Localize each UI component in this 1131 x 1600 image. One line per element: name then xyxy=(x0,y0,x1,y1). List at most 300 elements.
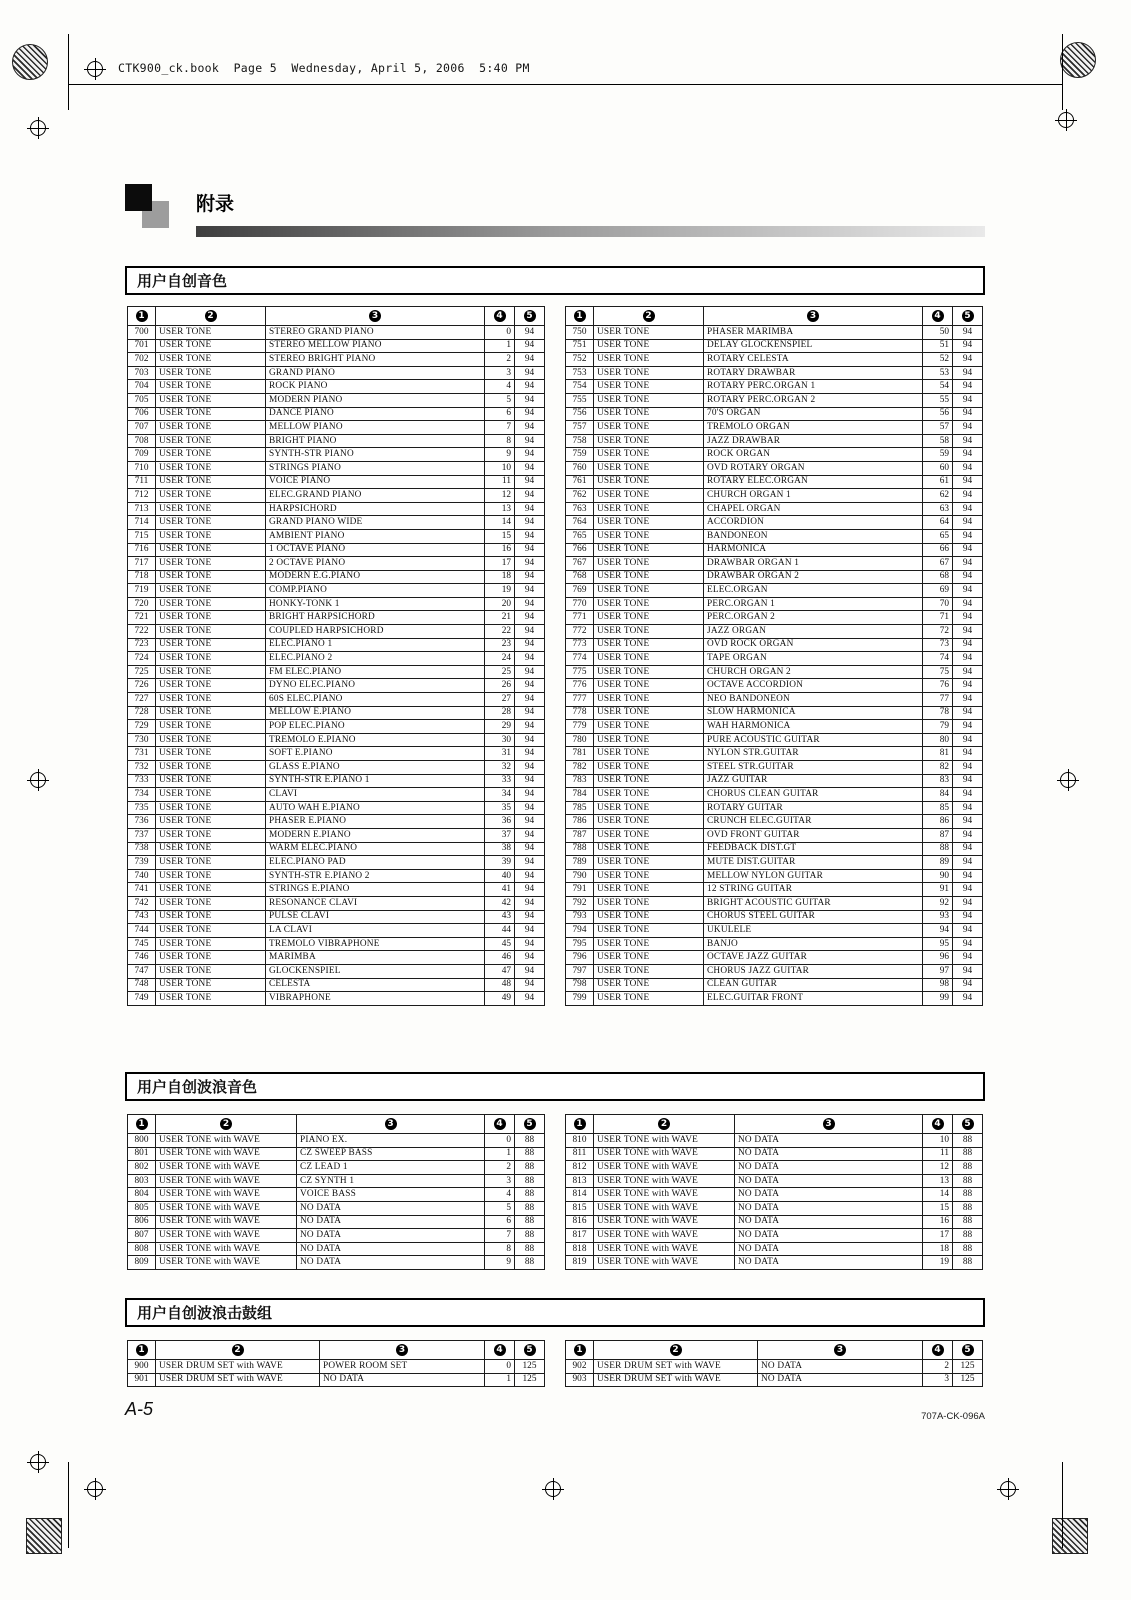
tone-number: 803 xyxy=(128,1174,156,1188)
table-row xyxy=(566,733,983,747)
tone-number: 774 xyxy=(566,652,594,666)
tone-type: USER TONE with WAVE xyxy=(594,1147,735,1161)
table-row xyxy=(128,1188,545,1202)
table-row xyxy=(128,625,545,639)
tone-number: 783 xyxy=(566,774,594,788)
col-header-name xyxy=(758,1341,923,1360)
tone-number: 780 xyxy=(566,733,594,747)
table-row xyxy=(128,584,545,598)
table-row xyxy=(128,706,545,720)
tone-name: ROTARY DRAWBAR xyxy=(704,366,923,380)
table-row xyxy=(566,1373,983,1387)
tone-type: USER TONE xyxy=(156,869,266,883)
bank-msb: 94 xyxy=(515,380,545,394)
bank-msb: 94 xyxy=(515,597,545,611)
tone-number: 751 xyxy=(566,339,594,353)
tone-number: 760 xyxy=(566,461,594,475)
program-number: 0 xyxy=(485,326,515,340)
circled-5-icon: 5 xyxy=(524,310,536,322)
bank-msb: 88 xyxy=(953,1229,983,1243)
program-number: 66 xyxy=(923,543,953,557)
program-number: 74 xyxy=(923,652,953,666)
tone-name: NO DATA xyxy=(735,1134,923,1148)
tone-type: USER TONE xyxy=(156,475,266,489)
circled-2-icon: 2 xyxy=(205,310,217,322)
bank-msb: 94 xyxy=(953,448,983,462)
program-number: 17 xyxy=(923,1229,953,1243)
col-header-name xyxy=(320,1341,485,1360)
tone-name: 60S ELEC.PIANO xyxy=(266,693,485,707)
tone-number: 761 xyxy=(566,475,594,489)
tone-type: USER TONE xyxy=(594,693,704,707)
tone-type: USER TONE xyxy=(156,516,266,530)
program-number: 38 xyxy=(485,842,515,856)
tone-number: 900 xyxy=(128,1360,156,1374)
bank-msb: 94 xyxy=(953,557,983,571)
program-number: 18 xyxy=(485,570,515,584)
bank-msb: 94 xyxy=(515,828,545,842)
table-row xyxy=(128,964,545,978)
program-number: 85 xyxy=(923,801,953,815)
bank-msb: 88 xyxy=(953,1147,983,1161)
bank-msb: 94 xyxy=(953,502,983,516)
tone-name: SLOW HARMONICA xyxy=(704,706,923,720)
tone-number: 710 xyxy=(128,461,156,475)
col-header-type xyxy=(156,1341,320,1360)
circled-4-icon: 4 xyxy=(494,1344,506,1356)
bank-msb: 94 xyxy=(515,761,545,775)
program-number: 64 xyxy=(923,516,953,530)
table-row xyxy=(128,951,545,965)
table-row xyxy=(128,693,545,707)
tone-number: 773 xyxy=(566,638,594,652)
col-header-type xyxy=(594,1115,735,1134)
tone-name: DRAWBAR ORGAN 1 xyxy=(704,557,923,571)
table-row xyxy=(128,570,545,584)
tone-type: USER TONE xyxy=(156,856,266,870)
bank-msb: 88 xyxy=(953,1161,983,1175)
tone-number: 792 xyxy=(566,896,594,910)
bank-msb: 94 xyxy=(515,570,545,584)
table-row xyxy=(128,679,545,693)
tone-type: USER DRUM SET with WAVE xyxy=(594,1373,758,1387)
table-row xyxy=(128,380,545,394)
registration-mark xyxy=(542,1478,564,1500)
tone-number: 702 xyxy=(128,353,156,367)
table-row xyxy=(128,502,545,516)
program-number: 34 xyxy=(485,788,515,802)
tone-name: OVD FRONT GUITAR xyxy=(704,828,923,842)
tone-type: USER TONE xyxy=(594,543,704,557)
col-header-program xyxy=(923,307,953,326)
tone-type: USER TONE xyxy=(594,326,704,340)
table-row xyxy=(128,883,545,897)
tone-type: USER TONE xyxy=(156,774,266,788)
user-wave-drum-tables xyxy=(127,1340,983,1387)
tone-number: 718 xyxy=(128,570,156,584)
circled-3-icon: 3 xyxy=(807,310,819,322)
table-row xyxy=(128,543,545,557)
registration-mark xyxy=(27,769,49,791)
tone-number: 815 xyxy=(566,1201,594,1215)
program-number: 50 xyxy=(923,326,953,340)
table-row xyxy=(128,638,545,652)
bank-msb: 88 xyxy=(515,1174,545,1188)
tone-type: USER TONE xyxy=(594,516,704,530)
tone-type: USER TONE xyxy=(594,353,704,367)
program-number: 32 xyxy=(485,761,515,775)
bank-msb: 94 xyxy=(953,339,983,353)
tone-type: USER TONE xyxy=(594,339,704,353)
program-number: 6 xyxy=(485,1215,515,1229)
program-number: 0 xyxy=(485,1134,515,1148)
table-row xyxy=(566,1215,983,1229)
bank-msb: 94 xyxy=(515,652,545,666)
table-row xyxy=(128,815,545,829)
tone-name: PERC.ORGAN 2 xyxy=(704,611,923,625)
tone-number: 748 xyxy=(128,978,156,992)
tone-number: 757 xyxy=(566,421,594,435)
tone-number: 749 xyxy=(128,992,156,1006)
bank-msb: 94 xyxy=(953,597,983,611)
tone-type: USER TONE xyxy=(156,625,266,639)
bank-msb: 94 xyxy=(953,638,983,652)
tone-type: USER TONE xyxy=(156,638,266,652)
table-row xyxy=(128,1201,545,1215)
tone-type: USER TONE xyxy=(156,326,266,340)
program-number: 46 xyxy=(485,951,515,965)
program-number: 53 xyxy=(923,366,953,380)
tone-name: VOICE PIANO xyxy=(266,475,485,489)
tone-number: 756 xyxy=(566,407,594,421)
circled-3-icon: 3 xyxy=(385,1118,397,1130)
tone-type: USER TONE xyxy=(594,461,704,475)
tone-number: 810 xyxy=(566,1134,594,1148)
tone-number: 763 xyxy=(566,502,594,516)
program-number: 4 xyxy=(485,1188,515,1202)
bank-msb: 94 xyxy=(515,856,545,870)
tone-name: ROTARY CELESTA xyxy=(704,353,923,367)
circled-5-icon: 5 xyxy=(962,1344,974,1356)
bank-msb: 94 xyxy=(953,856,983,870)
bank-msb: 94 xyxy=(515,625,545,639)
bank-msb: 94 xyxy=(515,665,545,679)
program-number: 59 xyxy=(923,448,953,462)
tone-type: USER DRUM SET with WAVE xyxy=(594,1360,758,1374)
bank-msb: 94 xyxy=(515,679,545,693)
tone-type: USER TONE xyxy=(594,570,704,584)
program-number: 26 xyxy=(485,679,515,693)
table-row xyxy=(128,611,545,625)
tone-number: 782 xyxy=(566,761,594,775)
table-row xyxy=(128,978,545,992)
tone-name: DYNO ELEC.PIANO xyxy=(266,679,485,693)
appendix-title: 附录 xyxy=(196,193,235,215)
program-number: 48 xyxy=(485,978,515,992)
tone-number: 788 xyxy=(566,842,594,856)
tone-name: CZ LEAD 1 xyxy=(297,1161,485,1175)
table-row xyxy=(566,964,983,978)
tone-name: CELESTA xyxy=(266,978,485,992)
tone-number: 819 xyxy=(566,1256,594,1270)
table-header-row xyxy=(128,1341,545,1360)
tone-name: ROTARY PERC.ORGAN 2 xyxy=(704,393,923,407)
tone-number: 713 xyxy=(128,502,156,516)
bank-msb: 94 xyxy=(953,529,983,543)
circled-2-icon: 2 xyxy=(220,1118,232,1130)
bank-msb: 94 xyxy=(515,774,545,788)
table-row xyxy=(566,448,983,462)
table-row xyxy=(128,992,545,1006)
table-row xyxy=(128,910,545,924)
program-number: 24 xyxy=(485,652,515,666)
user-wave-tone-tables xyxy=(127,1114,983,1270)
bank-msb: 94 xyxy=(515,434,545,448)
program-number: 40 xyxy=(485,869,515,883)
tone-number: 771 xyxy=(566,611,594,625)
bank-msb: 94 xyxy=(953,924,983,938)
program-number: 70 xyxy=(923,597,953,611)
tone-name: MELLOW E.PIANO xyxy=(266,706,485,720)
program-number: 90 xyxy=(923,869,953,883)
program-number: 5 xyxy=(485,1201,515,1215)
tone-number: 716 xyxy=(128,543,156,557)
program-number: 92 xyxy=(923,896,953,910)
program-number: 57 xyxy=(923,421,953,435)
tone-type: USER TONE xyxy=(156,407,266,421)
program-number: 9 xyxy=(485,1256,515,1270)
tone-number: 752 xyxy=(566,353,594,367)
program-number: 12 xyxy=(485,489,515,503)
bank-msb: 94 xyxy=(515,964,545,978)
col-header-name xyxy=(735,1115,923,1134)
table-row xyxy=(566,951,983,965)
tone-type: USER TONE xyxy=(156,380,266,394)
col-header-name xyxy=(297,1115,485,1134)
program-number: 43 xyxy=(485,910,515,924)
tone-name: CHORUS JAZZ GUITAR xyxy=(704,964,923,978)
program-number: 30 xyxy=(485,733,515,747)
bank-msb: 88 xyxy=(515,1188,545,1202)
bank-msb: 94 xyxy=(515,951,545,965)
tone-name: OCTAVE JAZZ GUITAR xyxy=(704,951,923,965)
tone-type: USER TONE xyxy=(594,393,704,407)
table-row xyxy=(566,937,983,951)
program-number: 69 xyxy=(923,584,953,598)
tone-name: NO DATA xyxy=(297,1256,485,1270)
registration-mark xyxy=(1057,769,1079,791)
bank-msb: 94 xyxy=(953,747,983,761)
tone-name: BRIGHT HARPSICHORD xyxy=(266,611,485,625)
bank-msb: 94 xyxy=(953,733,983,747)
tone-type: USER TONE xyxy=(156,489,266,503)
col-header-type xyxy=(594,307,704,326)
registration-mark xyxy=(84,1478,106,1500)
program-number: 83 xyxy=(923,774,953,788)
col-header-bank xyxy=(953,307,983,326)
tone-name: ELEC.GUITAR FRONT xyxy=(704,992,923,1006)
table-row xyxy=(566,1229,983,1243)
table-row xyxy=(128,937,545,951)
tone-number: 742 xyxy=(128,896,156,910)
tone-name: CHURCH ORGAN 1 xyxy=(704,489,923,503)
tone-name: OVD ROCK ORGAN xyxy=(704,638,923,652)
tone-number: 750 xyxy=(566,326,594,340)
circled-1-icon: 1 xyxy=(574,310,586,322)
table-row xyxy=(128,856,545,870)
table-row xyxy=(566,828,983,842)
tone-name: SYNTH-STR PIANO xyxy=(266,448,485,462)
tone-type: USER TONE xyxy=(594,679,704,693)
tone-number: 818 xyxy=(566,1242,594,1256)
program-number: 8 xyxy=(485,1242,515,1256)
bank-msb: 94 xyxy=(953,407,983,421)
tone-number: 714 xyxy=(128,516,156,530)
hatch-mark-top-right xyxy=(1060,42,1096,78)
tone-name: PHASER MARIMBA xyxy=(704,326,923,340)
tone-number: 701 xyxy=(128,339,156,353)
tone-number: 727 xyxy=(128,693,156,707)
circled-5-icon: 5 xyxy=(524,1118,536,1130)
tone-number: 777 xyxy=(566,693,594,707)
user-tone-table-right xyxy=(565,306,983,1006)
tone-number: 720 xyxy=(128,597,156,611)
tone-type: USER TONE xyxy=(594,652,704,666)
tone-name: CZ SWEEP BASS xyxy=(297,1147,485,1161)
tone-name: ROCK ORGAN xyxy=(704,448,923,462)
program-number: 5 xyxy=(485,393,515,407)
program-number: 56 xyxy=(923,407,953,421)
program-number: 16 xyxy=(923,1215,953,1229)
bank-msb: 88 xyxy=(515,1242,545,1256)
bank-msb: 94 xyxy=(515,842,545,856)
tone-number: 766 xyxy=(566,543,594,557)
tone-name: ACCORDION xyxy=(704,516,923,530)
tone-name: WAH HARMONICA xyxy=(704,720,923,734)
tone-number: 787 xyxy=(566,828,594,842)
tone-name: ROTARY PERC.ORGAN 1 xyxy=(704,380,923,394)
bank-msb: 94 xyxy=(515,366,545,380)
program-number: 15 xyxy=(485,529,515,543)
bank-msb: 94 xyxy=(953,706,983,720)
bank-msb: 94 xyxy=(953,353,983,367)
bank-msb: 94 xyxy=(515,720,545,734)
tone-number: 901 xyxy=(128,1373,156,1387)
bank-msb: 94 xyxy=(515,516,545,530)
tone-type: USER TONE with WAVE xyxy=(594,1256,735,1270)
tone-number: 740 xyxy=(128,869,156,883)
program-number: 1 xyxy=(485,1147,515,1161)
circled-1-icon: 1 xyxy=(136,1118,148,1130)
tone-number: 743 xyxy=(128,910,156,924)
table-row xyxy=(566,516,983,530)
bank-msb: 94 xyxy=(953,774,983,788)
bank-msb: 94 xyxy=(953,761,983,775)
registration-mark xyxy=(27,117,49,139)
tone-name: 70'S ORGAN xyxy=(704,407,923,421)
bank-msb: 94 xyxy=(953,937,983,951)
program-number: 88 xyxy=(923,842,953,856)
tone-type: USER TONE with WAVE xyxy=(156,1229,297,1243)
table-row xyxy=(566,652,983,666)
circled-4-icon: 4 xyxy=(932,1344,944,1356)
tone-number: 805 xyxy=(128,1201,156,1215)
program-number: 96 xyxy=(923,951,953,965)
program-number: 13 xyxy=(923,1174,953,1188)
bank-msb: 88 xyxy=(953,1215,983,1229)
tone-name: PULSE CLAVI xyxy=(266,910,485,924)
table-row xyxy=(566,1161,983,1175)
table-row xyxy=(128,1242,545,1256)
tone-type: USER TONE xyxy=(594,529,704,543)
bank-msb: 94 xyxy=(953,570,983,584)
bank-msb: 94 xyxy=(515,693,545,707)
program-number: 62 xyxy=(923,489,953,503)
col-header-name xyxy=(704,307,923,326)
tone-number: 813 xyxy=(566,1174,594,1188)
program-number: 45 xyxy=(485,937,515,951)
tone-type: USER TONE xyxy=(594,611,704,625)
tone-type: USER TONE xyxy=(594,788,704,802)
tone-name: AUTO WAH E.PIANO xyxy=(266,801,485,815)
program-number: 10 xyxy=(923,1134,953,1148)
tone-type: USER TONE xyxy=(156,584,266,598)
program-number: 6 xyxy=(485,407,515,421)
table-row xyxy=(128,1215,545,1229)
tone-number: 770 xyxy=(566,597,594,611)
tone-type: USER TONE with WAVE xyxy=(594,1188,735,1202)
bank-msb: 94 xyxy=(515,543,545,557)
tone-name: CHURCH ORGAN 2 xyxy=(704,665,923,679)
tone-number: 765 xyxy=(566,529,594,543)
table-row xyxy=(566,679,983,693)
bank-msb: 94 xyxy=(515,448,545,462)
tone-type: USER TONE xyxy=(594,937,704,951)
heading-black-square xyxy=(125,184,152,211)
tone-type: USER TONE xyxy=(156,910,266,924)
tone-number: 767 xyxy=(566,557,594,571)
tone-number: 758 xyxy=(566,434,594,448)
tone-type: USER TONE with WAVE xyxy=(594,1215,735,1229)
table-row xyxy=(566,489,983,503)
table-row xyxy=(566,706,983,720)
bank-msb: 94 xyxy=(953,842,983,856)
table-row xyxy=(566,1201,983,1215)
bank-msb: 88 xyxy=(515,1256,545,1270)
program-number: 29 xyxy=(485,720,515,734)
tone-number: 796 xyxy=(566,951,594,965)
table-row xyxy=(128,326,545,340)
bank-msb: 94 xyxy=(515,557,545,571)
bank-msb: 94 xyxy=(515,992,545,1006)
tone-type: USER TONE xyxy=(156,924,266,938)
tone-type: USER TONE xyxy=(594,665,704,679)
program-number: 47 xyxy=(485,964,515,978)
tone-number: 786 xyxy=(566,815,594,829)
tone-number: 814 xyxy=(566,1188,594,1202)
program-number: 15 xyxy=(923,1201,953,1215)
tone-number: 807 xyxy=(128,1229,156,1243)
program-number: 2 xyxy=(923,1360,953,1374)
tone-type: USER TONE xyxy=(594,828,704,842)
table-row xyxy=(128,421,545,435)
bank-msb: 88 xyxy=(953,1242,983,1256)
program-number: 20 xyxy=(485,597,515,611)
table-row xyxy=(566,910,983,924)
tone-name: NO DATA xyxy=(735,1256,923,1270)
bank-msb: 94 xyxy=(953,326,983,340)
bank-msb: 94 xyxy=(515,733,545,747)
